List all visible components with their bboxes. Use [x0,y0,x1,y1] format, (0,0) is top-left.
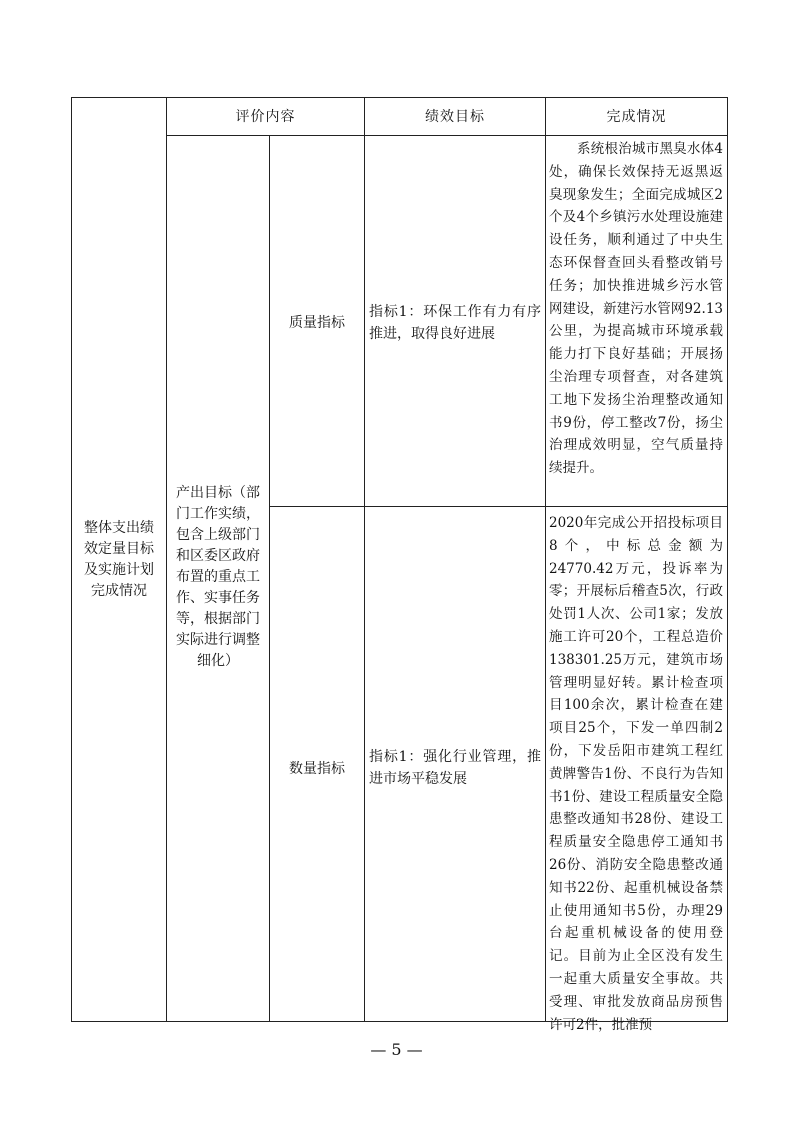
header-status: 完成情况 [606,109,667,125]
header-target: 绩效目标 [425,109,485,125]
indicator-quality: 质量指标 [289,315,345,331]
header-content: 评价内容 [235,109,296,125]
target-quantity: 指标1：强化行业管理，推进市场平稳发展 [369,749,541,787]
status-quality: 系统根治城市黑臭水体4处，确保长效保持无返黑返臭现象发生；全面完成城区2个及4个乡镇污水处理设施建设任务，顺利通过了中央生态环保督查回头看整改销号任务；加快推进城乡污水管网建设，新建污水管网92.13公里，为提高城市环境承载能力打下良好基础；开展扬尘治理专项督查，对各建筑工地下发扬尘治理整改通知书9份，停工整改7份，扬尘治理成效明显，空气质量持续提升。 [549,141,723,477]
divider [364,98,365,1021]
status-quantity: 2020年完成公开招投标项目8个，中标总金额为24770.42万元，投诉率为零；开展标后稽查5次，行政处罚1人次、公司1家；发放施工许可20个，工程总造价138301.25万元，建筑市场管理明显好转。累计检查项目100余次，累计检查在建项目25个，下发一单四制2份，下发岳阳市建筑工程红黄牌警告1份、不良行为告知书1份、建设工程质量安全隐患整改通知书28份、建设工程质量安全隐患停工通知书26份、消防安全隐患整改通知书22份、起重机械设备禁止使用通知书5份，办理29台起重机械设备的使用登记。目前为止全区没有发生一起重大质量安全事故。共受理、审批发放商品房预售许可2件，批准预 [549,515,723,1033]
row-header: 整体支出绩效定量目标及实施计划完成情况 [84,520,154,599]
divider [269,136,270,1021]
category-cell: 产出目标（部门工作实绩，包含上级部门和区委区政府布置的重点工作、实事任务等，根据部门实际进行调整细化） [176,485,260,669]
divider [545,98,546,1021]
target-quality: 指标1：环保工作有力有序推进，取得良好进展 [369,304,541,342]
divider [166,135,727,136]
divider [269,506,727,507]
page-number: — 5 — [370,1040,423,1059]
performance-table [71,97,728,1033]
indicator-quantity: 数量指标 [289,761,345,777]
divider [166,98,167,1021]
